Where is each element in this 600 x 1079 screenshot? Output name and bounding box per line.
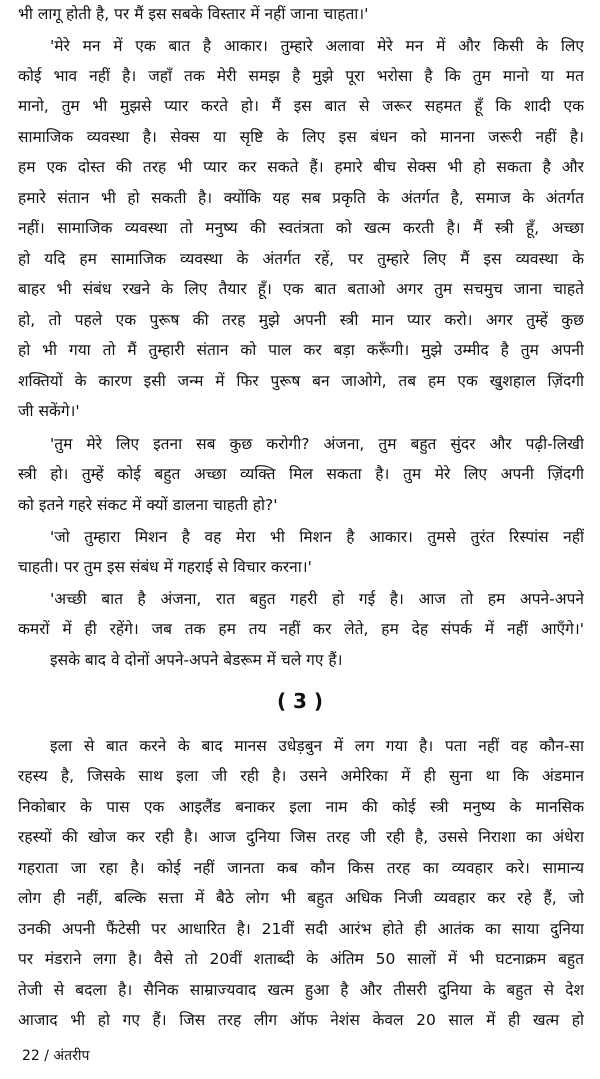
text-line: जी सकेंगे।' <box>18 402 80 420</box>
text-line: आजाद भी हो गए हैं। जिस तरह लीग ऑफ नेशंस केवल 20 साल में ही खत्म हो <box>18 1011 584 1029</box>
text-line: इसके बाद वे दोनों अपने-अपने बेडरूम में चले गए हैं। <box>50 651 343 669</box>
text-line: शक्तियों के कारण इसी जन्म में फिर पुरूष बन जाओगे, तब हम एक खुशहाल ज़िंदगी <box>18 372 584 390</box>
text-line: बाहर भी संबंध रखने के लिए तैयार हूँ। एक बात बताओ अगर तुम सचमुच जाना चाहते <box>18 280 584 298</box>
text-line: कमरों में ही रहेंगे। जब तक हम तय नहीं कर लेते, हम देह संपर्क में नहीं आएँगे।' <box>18 620 584 638</box>
page-footer: 22 / अंतरीप <box>22 1048 90 1064</box>
text-line: पर मंडराने लगा है। वैसे तो 20वीं शताब्दी के अंतिम 50 सालों में भी घटनाक्रम बहुत <box>18 950 584 968</box>
text-line: हमारे संतान भी हो सकती है। क्योंकि यह सब प्रकृति के अंतर्गत है, समाज के अंतर्गत <box>18 189 584 207</box>
section-heading: ( 3 ) <box>276 689 324 713</box>
text-line: सामाजिक व्यवस्था है। सेक्स या सृष्टि के लिए इस बंधन को मानना जरूरी नहीं है। <box>18 128 584 146</box>
text-line: रहस्य है, जिसके साथ इला जी रही है। उसने अमेरिका में ही सुना था कि अंडमान <box>18 767 584 785</box>
text-line: रहस्यों की खोज कर रही है। आज दुनिया जिस तरह जी रही है, उससे निराशा का अंधेरा <box>18 828 584 846</box>
text-line: 'जो तुम्हारा मिशन है वह मेरा भी मिशन है आकार। तुमसे तुरंत रिस्पांस नहीं <box>50 528 584 546</box>
text-line: को इतने गहरे संकट में क्यों डालना चाहती हो?' <box>18 496 278 514</box>
text-line: हम एक दोस्त की तरह भी प्यार कर सकते हैं। हमारे बीच सेक्स भी हो सकता है और <box>18 158 584 176</box>
text-line: कोई भाव नहीं है। जहाँ तक मेरी समझ है मुझे पूरा भरोसा है कि तुम मानो या मत <box>18 67 584 85</box>
text-line: चाहती। पर तुम इस संबंध में गहराई से विचार करना।' <box>18 558 312 576</box>
text-line: 'मेरे मन में एक बात है आकार। तुम्हारे अलावा मेरे मन में और किसी के लिए <box>50 37 584 55</box>
text-line: मानो, तुम भी मुझसे प्यार करते हो। मैं इस बात से जरूर सहमत हूँ कि शादी एक <box>18 97 584 115</box>
text-line: तेजी से बदला है। सैनिक साम्राज्यवाद खत्म हुआ है और तीसरी दुनिया के बहुत से देश <box>18 981 584 999</box>
text-line: निकोबार के पास एक आइलैंड बनाकर इला नाम की कोई स्त्री मनुष्य के मानसिक <box>18 798 584 816</box>
text-line: स्त्री हो। तुम्हें कोई बहुत अच्छा व्यक्ति मिल सकता है। तुम मेरे लिए अपनी ज़िंदगी <box>18 465 584 483</box>
text-line: उनकी अपनी फैंटेसी पर आधारित है। 21वीं सदी आरंभ होते ही आतंक का साया दुनिया <box>18 920 584 938</box>
text-line: भी लागू होती है, पर मैं इस सबके विस्तार में नहीं जाना चाहता।' <box>18 5 369 23</box>
text-line: हो, तो पहले एक पुरूष की तरह मुझे अपनी स्त्री मान प्यार करो। अगर तुम्हें कुछ <box>18 311 584 329</box>
text-line: इला से बात करने के बाद मानस उधेड़बुन में लग गया है। पता नहीं वह कौन-सा <box>50 737 584 755</box>
text-line: 'अच्छी बात है अंजना, रात बहुत गहरी हो गई है। आज तो हम अपने-अपने <box>50 590 584 608</box>
text-line: हो भी गया तो मैं तुम्हारी संतान को पाल कर बड़ा करूँगी। मुझे उम्मीद है तुम अपनी <box>18 341 584 359</box>
text-line: नहीं। सामाजिक व्यवस्था तो मनुष्य की स्वतंत्रता को खत्म करती है। मैं स्त्री हूँ, अच्छा <box>18 219 584 237</box>
text-line: हो यदि हम सामाजिक व्यवस्था के अंतर्गत रहें, पर तुम्हारे लिए मैं इस व्यवस्था के <box>18 250 584 268</box>
text-line: लोग ही नहीं, बल्कि सत्ता में बैठे लोग भी बहुत अधिक निजी व्यवहार कर रहे हैं, जो <box>18 889 584 907</box>
text-line: गहराता जा रहा है। कोई नहीं जानता कब कौन किस तरह का व्यवहार करे। सामान्य <box>18 859 584 877</box>
text-line: 'तुम मेरे लिए इतना सब कुछ करोगी? अंजना, तुम बहुत सुंदर और पढ़ी-लिखी <box>50 435 584 453</box>
